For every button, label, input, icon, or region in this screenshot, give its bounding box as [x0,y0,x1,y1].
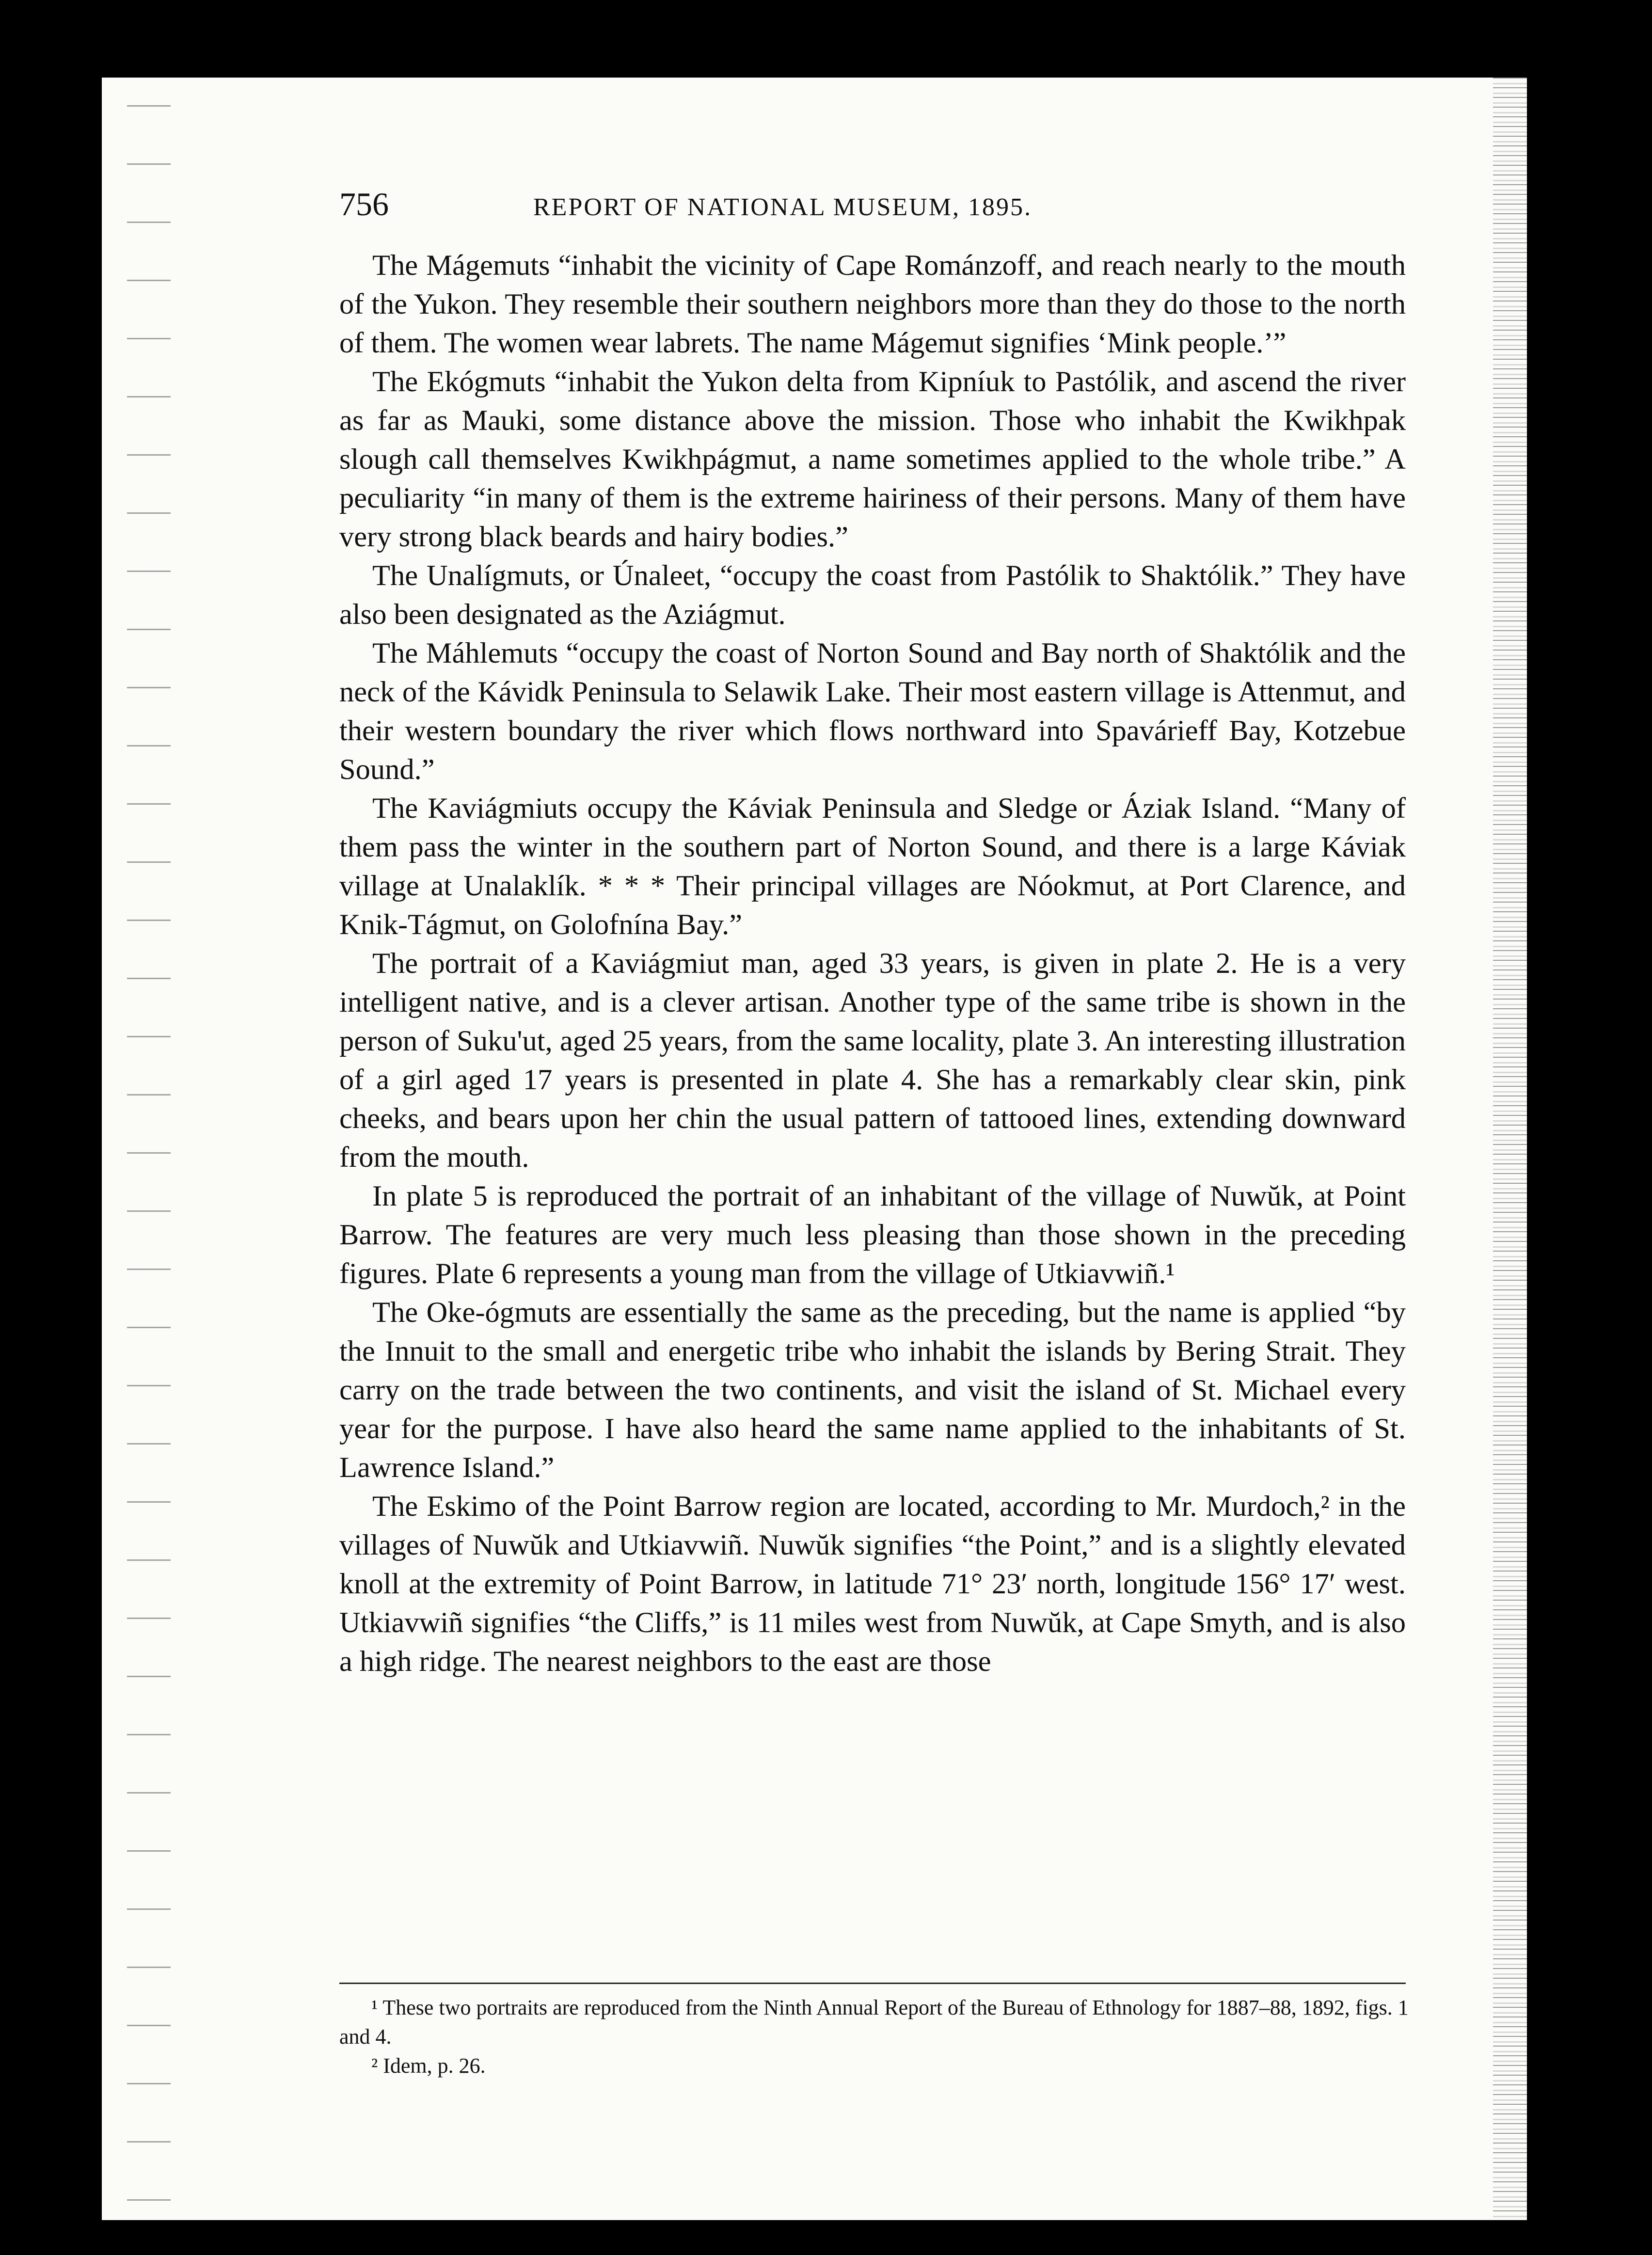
footnote-divider [339,1983,1406,1984]
paragraph: In plate 5 is reproduced the portrait of an inhabitant of the village of Nuwŭk, at Point Barrow. The features are very much less pleasing than those shown in the preceding figures. Plate 6 represents a young man from the village of Utkiavwiñ.¹ [339,1180,1406,1290]
paragraph: The Kaviágmiuts occupy the Káviak Peninsula and Sledge or Áziak Island. “Many of them pass the winter in the southern part of Norton Sound, and there is a large Káviak village at Unalaklík. * * * Their principal villages are Nóokmut, at Port Clarence, and Knik-Tágmut, on Golofnína Bay.” [339,792,1406,941]
paragraph: The Unalígmuts, or Únaleet, “occupy the coast from Pastólik to Shaktólik.” They have also been designated as the Aziágmut. [339,559,1406,631]
scan-margin-noise [127,78,171,2220]
footnote: ¹ These two portraits are reproduced from the Ninth Annual Report of the Bureau of Ethnology for 1887–88, 1892, figs. 1 and 4. [339,1996,1409,2049]
page-header [339,185,1430,224]
paragraph: The Oke-ógmuts are essentially the same as the preceding, but the name is applied “by the Innuit to the small and energetic tribe who inhabit the islands by Bering Strait. They carry on the trade between the two continents, and visit the island of St. Michael every year for the purpose. I have also heard the same name applied to the inhabitants of St. Lawrence Island.” [339,1296,1406,1484]
paragraph: The portrait of a Kaviágmiut man, aged 33 years, is given in plate 2. He is a very intelligent native, and is a clever artisan. Another type of the same tribe is shown in the person of Suku'ut, aged 25 years, from the same locality, plate 3. An interesting illustration of a girl aged 17 years is presented in plate 4. She has a remarkably clear skin, pink cheeks, and bears upon her chin the usual pattern of tattooed lines, extending downward from the mouth. [339,947,1406,1174]
footnote: ² Idem, p. 26. [371,2054,486,2078]
paragraph: The Mágemuts “inhabit the vicinity of Cape Románzoff, and reach nearly to the mouth of the Yukon. They resemble their southern neighbors more than they do those to the north of them. The women wear labrets. The name Mágemut signifies ‘Mink people.’” [339,249,1406,359]
paragraph: The Máhlemuts “occupy the coast of Norton Sound and Bay north of Shaktólik and the neck of the Kávidk Peninsula to Selawik Lake. Their most eastern village is Attenmut, and their western boundary the river which flows northward into Spavárieff Bay, Kotzebue Sound.” [339,637,1406,786]
paragraph: The Ekógmuts “inhabit the Yukon delta from Kipníuk to Pastólik, and ascend the river as far as Mauki, some distance above the mission. Those who inhabit the Kwikhpak slough call themselves Kwikhpágmut, a name sometimes applied to the whole tribe.” A peculiarity “in many of them is the extreme hairiness of their persons. Many of them have very strong black beards and hairy bodies.” [339,365,1406,553]
page-number: 756 [339,186,389,222]
paragraph: The Eskimo of the Point Barrow region are located, according to Mr. Murdoch,² in the villages of Nuwŭk and Utkiavwiñ. Nuwŭk signifies “the Point,” and is a slightly elevated knoll at the extremity of Point Barrow, in latitude 71° 23′ north, longitude 156° 17′ west. Utkiavwiñ signifies “the Cliffs,” is 11 miles west from Nuwŭk, at Cape Smyth, and is also a high ridge. The nearest neighbors to the east are those [339,1490,1406,1678]
page-binding-edge [1493,78,1527,2220]
footnotes [339,1993,1415,2080]
running-head: REPORT OF NATIONAL MUSEUM, 1895. [533,193,1032,221]
body-text [339,246,1406,1681]
